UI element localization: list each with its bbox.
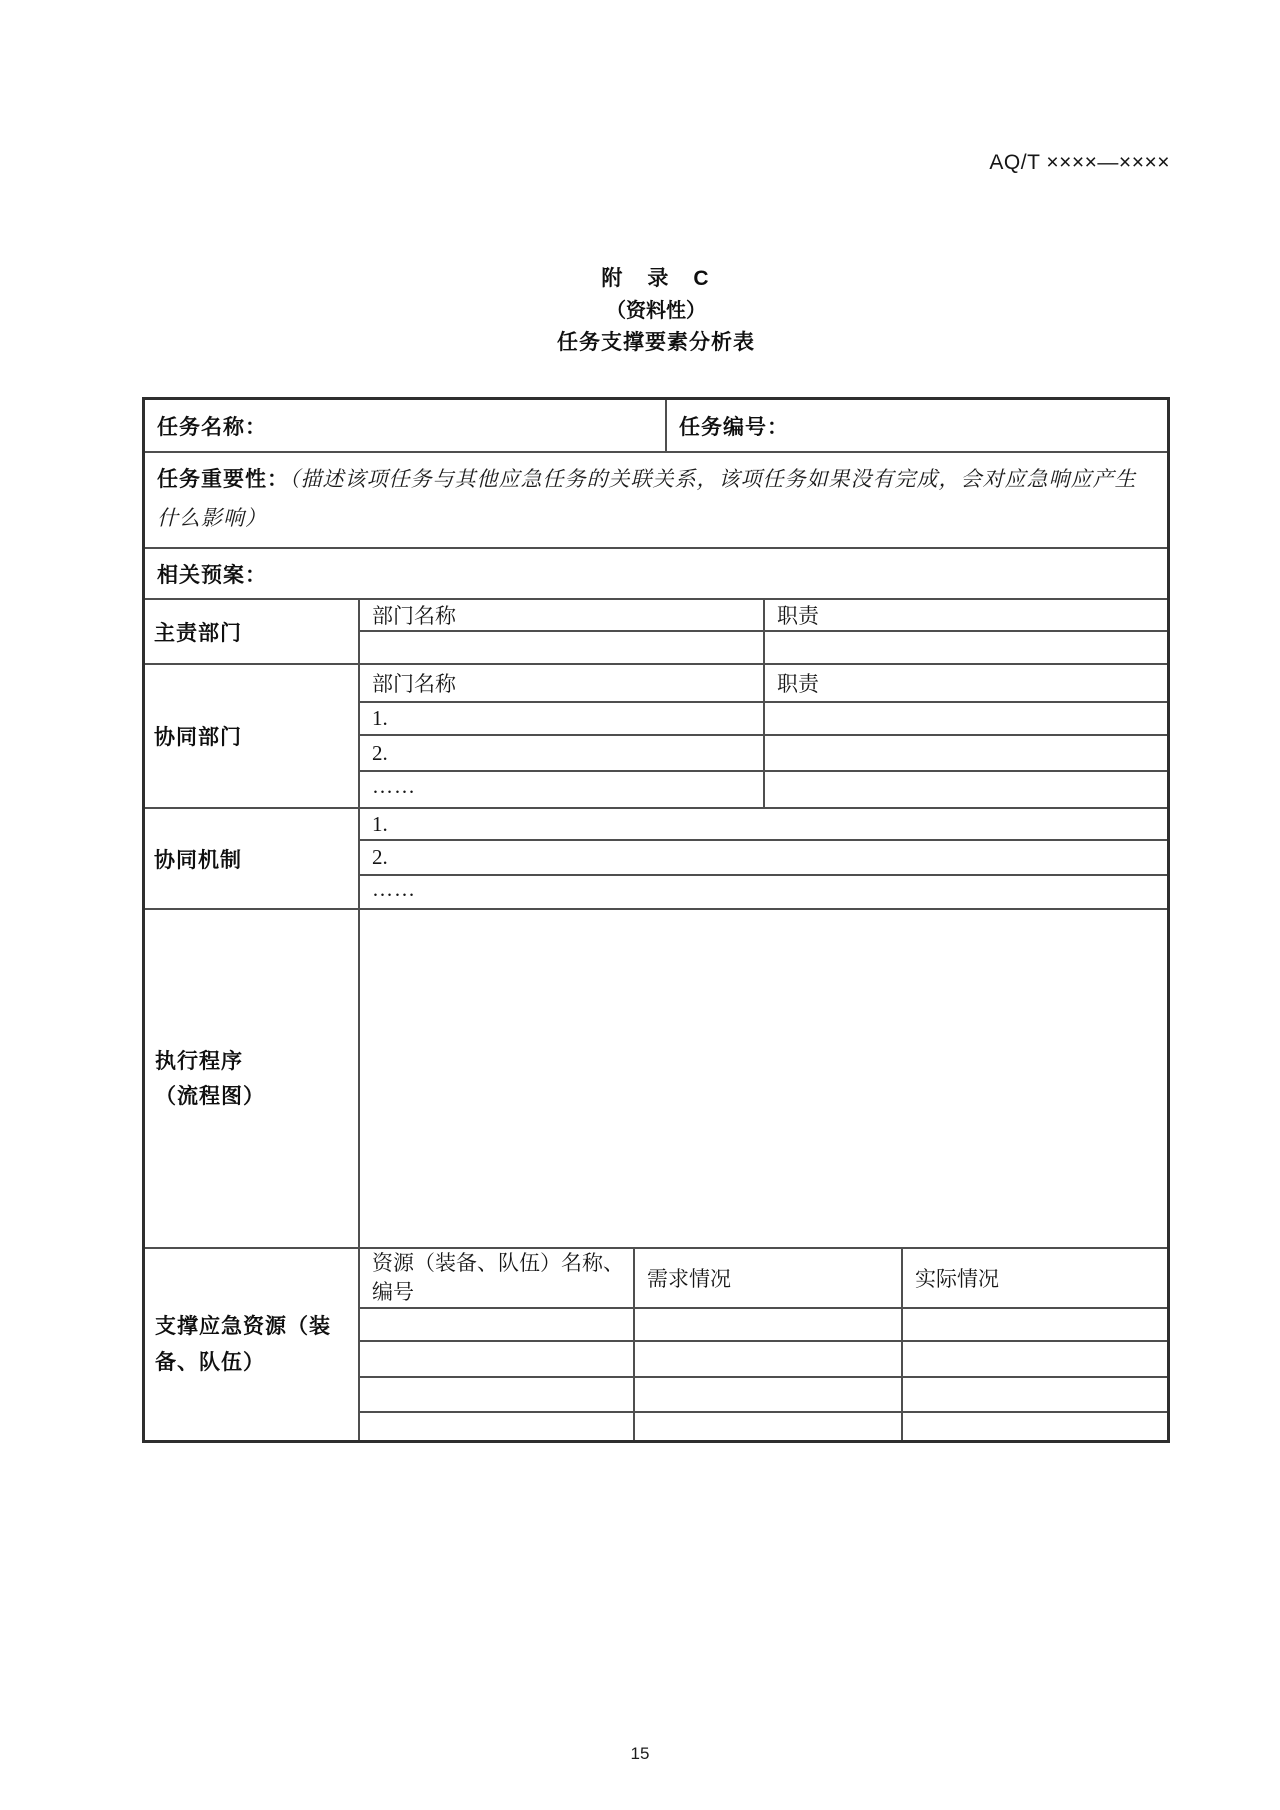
co-departments-row-ellipsis xyxy=(360,770,1167,807)
resource-name-header-line1: 资源（装备、队伍）名称、 xyxy=(372,1251,624,1275)
co-departments-row-1 xyxy=(360,701,1167,734)
lead-department-cells xyxy=(358,600,1167,663)
co-departments-header-row xyxy=(360,665,1167,701)
co-mechanism-row-2 xyxy=(360,839,1167,874)
empty-cell xyxy=(763,736,1167,770)
empty-cell xyxy=(360,1309,633,1340)
duty-header: 职责 xyxy=(763,600,1167,630)
list-item: 2. xyxy=(372,740,388,765)
list-item: 2. xyxy=(372,845,388,869)
resources-row xyxy=(360,1307,1167,1340)
block-lead-department xyxy=(145,598,1167,663)
block-co-mechanism xyxy=(145,807,1167,908)
empty-cell xyxy=(763,703,1167,734)
related-plans-label: 相关预案： xyxy=(157,563,267,587)
resources-header-row xyxy=(360,1249,1167,1307)
empty-cell xyxy=(360,1378,633,1411)
procedure-label xyxy=(145,910,358,1247)
task-name-label: 任务名称： xyxy=(157,415,267,439)
co-mechanism-cells xyxy=(358,809,1167,908)
appendix-type-note: （资料性） xyxy=(606,300,706,322)
lead-department-header-row xyxy=(360,600,1167,630)
task-no-label: 任务编号： xyxy=(665,400,1167,451)
empty-cell xyxy=(633,1309,901,1340)
co-departments-cells xyxy=(358,665,1167,807)
empty-cell xyxy=(360,1342,633,1376)
row-related-plans xyxy=(145,547,1167,598)
empty-cell xyxy=(633,1413,901,1440)
list-item: …… xyxy=(372,774,416,798)
row-task-name xyxy=(145,400,1167,451)
page-number: 15 xyxy=(630,1744,650,1763)
standard-code: AQ/T ××××—×××× xyxy=(989,151,1170,174)
importance-note-line1: （描述该项任务与其他应急任务的关联关系，该项任务如果没有完成，会对应急响应产生 xyxy=(289,467,1137,491)
empty-cell xyxy=(633,1342,901,1376)
duty-header: 职责 xyxy=(763,665,1167,701)
task-support-analysis-table xyxy=(142,397,1170,1443)
empty-cell xyxy=(901,1378,1167,1411)
resources-cells xyxy=(358,1249,1167,1440)
empty-cell xyxy=(360,632,763,663)
empty-cell xyxy=(901,1413,1167,1440)
list-item: 1. xyxy=(372,706,388,730)
empty-cell xyxy=(763,772,1167,807)
block-resources xyxy=(145,1247,1167,1440)
table-title: 任务支撑要素分析表 xyxy=(557,331,755,354)
resources-row xyxy=(360,1411,1167,1440)
empty-cell xyxy=(763,632,1167,663)
resources-row xyxy=(360,1376,1167,1411)
block-procedure xyxy=(145,908,1167,1247)
procedure-label-line1: 执行程序 xyxy=(155,1049,243,1073)
empty-cell xyxy=(901,1342,1167,1376)
appendix-heading: 附 录 C xyxy=(601,267,711,290)
procedure-flowchart-area xyxy=(358,910,1167,1247)
actual-header: 实际情况 xyxy=(901,1249,1167,1307)
co-mechanism-row-1 xyxy=(360,809,1167,839)
resource-name-header xyxy=(360,1249,633,1307)
list-item: 1. xyxy=(372,811,388,836)
empty-cell xyxy=(901,1309,1167,1340)
lead-department-label: 主责部门 xyxy=(154,621,242,645)
procedure-label-line2: （流程图） xyxy=(155,1084,265,1108)
importance-label: 任务重要性： xyxy=(157,468,289,491)
empty-cell xyxy=(360,1413,633,1440)
resource-name-header-line2: 编号 xyxy=(372,1280,414,1304)
dept-name-header: 部门名称 xyxy=(372,604,456,628)
list-item: …… xyxy=(372,876,416,901)
co-departments-row-2 xyxy=(360,734,1167,770)
resources-row xyxy=(360,1340,1167,1376)
lead-department-entry-row xyxy=(360,630,1167,663)
empty-cell xyxy=(633,1378,901,1411)
co-departments-label: 协同部门 xyxy=(154,726,242,749)
need-header: 需求情况 xyxy=(633,1249,901,1307)
importance-note-line2: 什么影响） xyxy=(157,506,267,530)
dept-name-header: 部门名称 xyxy=(372,672,456,696)
co-mechanism-label: 协同机制 xyxy=(154,848,242,872)
appendix-title-block xyxy=(142,263,1170,359)
row-task-importance xyxy=(145,451,1167,547)
block-co-departments xyxy=(145,663,1167,807)
co-mechanism-row-ellipsis xyxy=(360,874,1167,908)
resources-label: 支撑应急资源（装备、队伍） xyxy=(155,1314,331,1374)
